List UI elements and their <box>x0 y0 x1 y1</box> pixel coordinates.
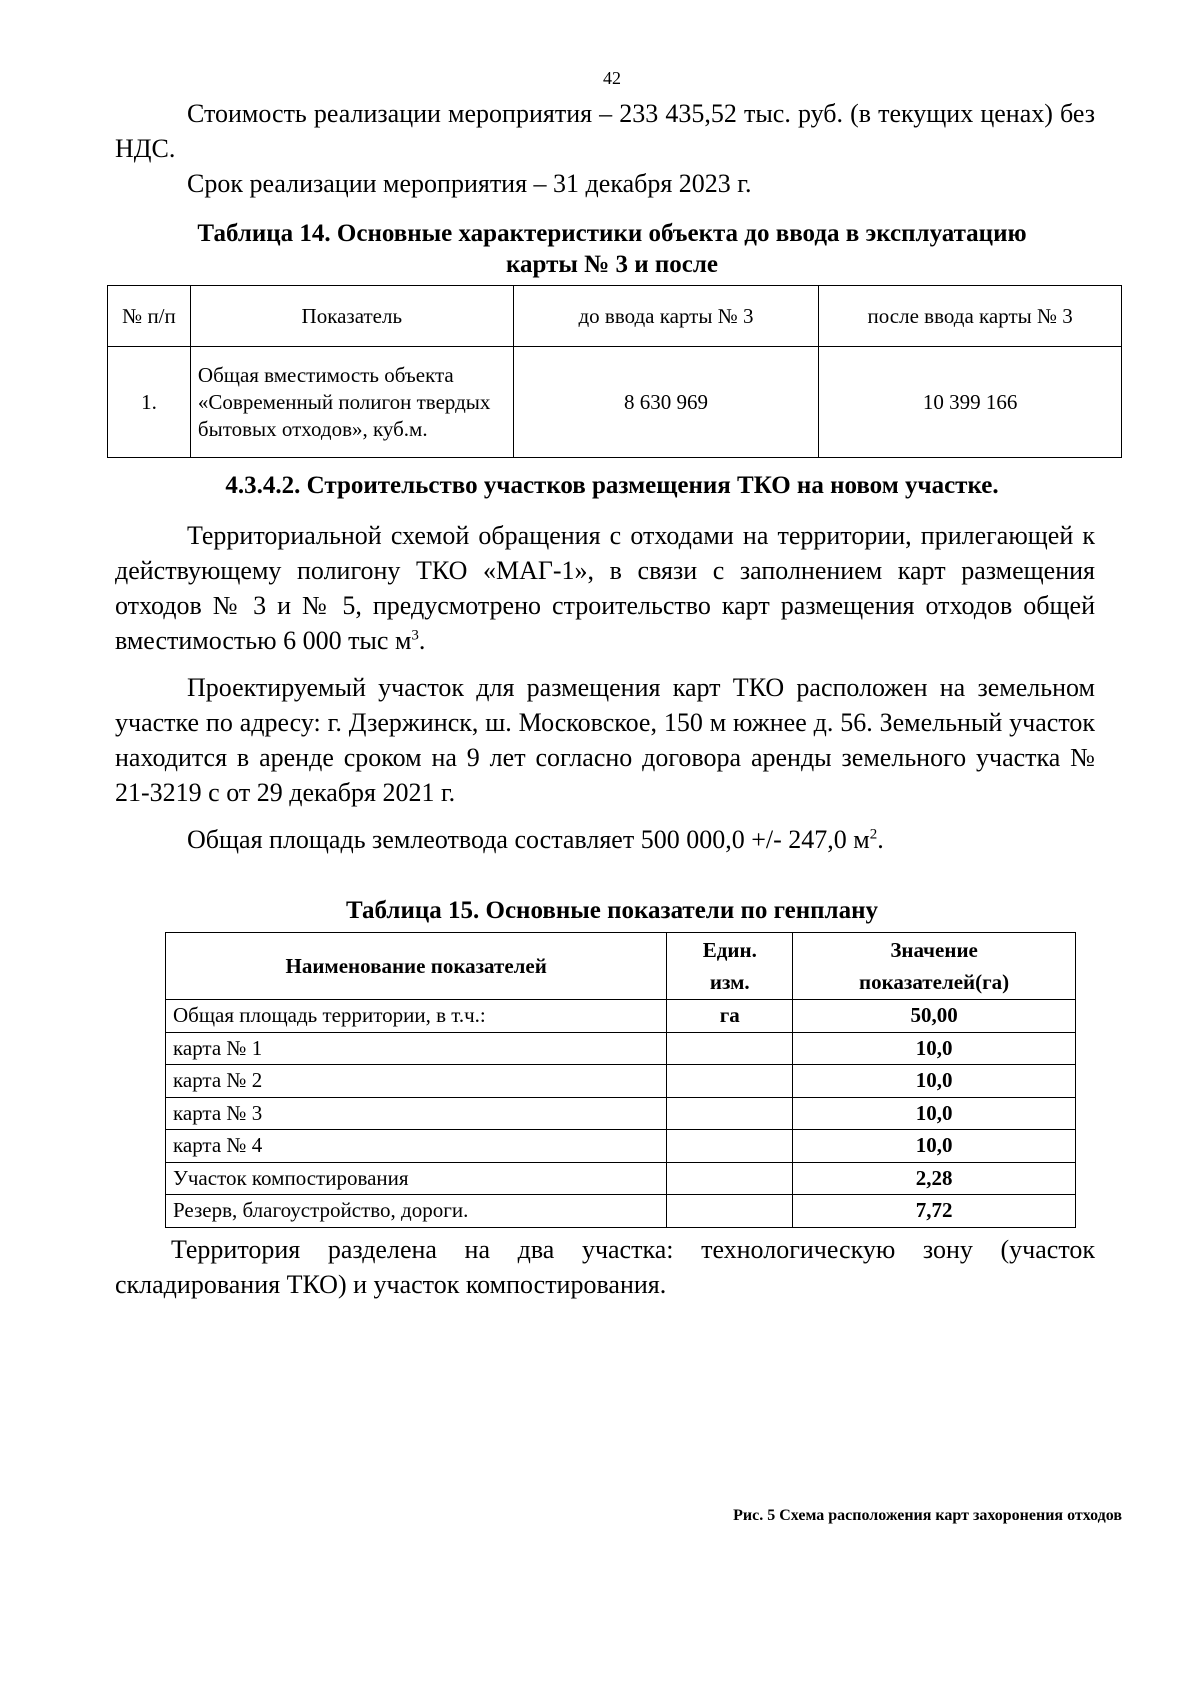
cost-paragraph: Стоимость реализации мероприятия – 233 435,52 тыс. руб. (в текущих ценах) без НДС. <box>115 99 1095 163</box>
indicator-name: Общая площадь территории, в т.ч.: <box>166 1000 667 1033</box>
figure-caption: Рис. 5 Схема расположения карт захоронения отходов <box>733 1507 1122 1524</box>
unit-header-line1: Един. <box>702 938 757 962</box>
indicator-value: 10,0 <box>793 1065 1076 1098</box>
table15-header-value <box>793 933 1076 1000</box>
indicator-value: 10,0 <box>793 1097 1076 1130</box>
p3-superscript: 2 <box>869 826 878 843</box>
section-paragraph-3 <box>115 822 1095 857</box>
indicator-unit <box>667 1032 793 1065</box>
p3-end: . <box>877 825 884 854</box>
indicator-unit <box>667 1097 793 1130</box>
p1-end: . <box>418 626 426 655</box>
indicator-value: 7,72 <box>793 1195 1076 1228</box>
p1-superscript: 3 <box>411 627 419 644</box>
indicator-unit: га <box>667 1000 793 1033</box>
indicator-unit <box>667 1195 793 1228</box>
indicator-name: Участок компостирования <box>166 1162 667 1195</box>
table14-header-after: после ввода карты № 3 <box>819 286 1122 347</box>
closing-paragraph: Территория разделена на два участка: технологическую зону (участок складирования ТКО) и участок компостирования. <box>115 1235 1095 1299</box>
table15 <box>165 932 1076 1228</box>
indicator-value: 10,0 <box>793 1130 1076 1163</box>
table15-header-row <box>166 933 1076 1000</box>
before-value: 8 630 969 <box>513 347 819 458</box>
p3-text: Общая площадь землеотвода составляет 500 000,0 +/- 247,0 м <box>187 825 870 854</box>
section-paragraph-1 <box>115 518 1095 658</box>
indicator-cell: Общая вместимость объекта «Современный полигон твердых бытовых отходов», куб.м. <box>190 347 513 458</box>
table15-title: Таблица 15. Основные показатели по генплану <box>345 897 878 924</box>
indicator-unit <box>667 1162 793 1195</box>
table-row <box>166 1000 1076 1033</box>
section-heading: 4.3.4.2. Строительство участков размещения ТКО на новом участке. <box>225 472 999 499</box>
indicator-name: карта № 2 <box>166 1065 667 1098</box>
table14-header-num: № п/п <box>108 286 191 347</box>
table15-header-name: Наименование показателей <box>166 933 667 1000</box>
table-row <box>166 1130 1076 1163</box>
page-number: 42 <box>603 68 621 88</box>
indicator-name: карта № 4 <box>166 1130 667 1163</box>
table14-header-row <box>108 286 1122 347</box>
table-row <box>166 1195 1076 1228</box>
indicator-unit <box>667 1130 793 1163</box>
indicator-unit <box>667 1065 793 1098</box>
p1-text: Территориальной схемой обращения с отходами на территории, прилегающей к действующему полигону ТКО «МАГ-1», в связи с заполнением карт размещения отходов № 3 и № 5, предусмотрено строительство карт размещения отходов общей вместимостью 6 000 тыс м <box>115 521 1095 655</box>
value-header-line2: показателей(га) <box>859 970 1010 994</box>
section-paragraph-2: Проектируемый участок для размещения карт ТКО расположен на земельном участке по адресу: г. Дзержинск, ш. Московское, 150 м южнее д. 56. Земельный участок находится в аренде сроком на 9 лет согласно договора аренды земельного участка № 21-3219 с от 29 декабря 2021 г. <box>115 673 1095 807</box>
after-value: 10 399 166 <box>819 347 1122 458</box>
deadline-paragraph: Срок реализации мероприятия – 31 декабря 2023 г. <box>187 169 752 198</box>
indicator-value: 10,0 <box>793 1032 1076 1065</box>
table-row <box>166 1065 1076 1098</box>
unit-header-line2: изм. <box>709 970 750 994</box>
table14 <box>107 285 1122 458</box>
table15-header-unit <box>667 933 793 1000</box>
table14-header-before: до ввода карты № 3 <box>513 286 819 347</box>
indicator-name: Резерв, благоустройство, дороги. <box>166 1195 667 1228</box>
indicator-name: карта № 3 <box>166 1097 667 1130</box>
table-row <box>166 1032 1076 1065</box>
table14-title-line2: карты № 3 и после <box>505 251 719 278</box>
table-row <box>108 347 1122 458</box>
table-row <box>166 1162 1076 1195</box>
table-row <box>166 1097 1076 1130</box>
table14-header-indicator: Показатель <box>190 286 513 347</box>
row-number: 1. <box>108 347 191 458</box>
indicator-value: 50,00 <box>793 1000 1076 1033</box>
table14-title <box>100 218 1124 280</box>
indicator-value: 2,28 <box>793 1162 1076 1195</box>
value-header-line1: Значение <box>890 938 978 962</box>
table14-title-line1: Таблица 14. Основные характеристики объекта до ввода в эксплуатацию <box>197 220 1027 247</box>
indicator-name: карта № 1 <box>166 1032 667 1065</box>
